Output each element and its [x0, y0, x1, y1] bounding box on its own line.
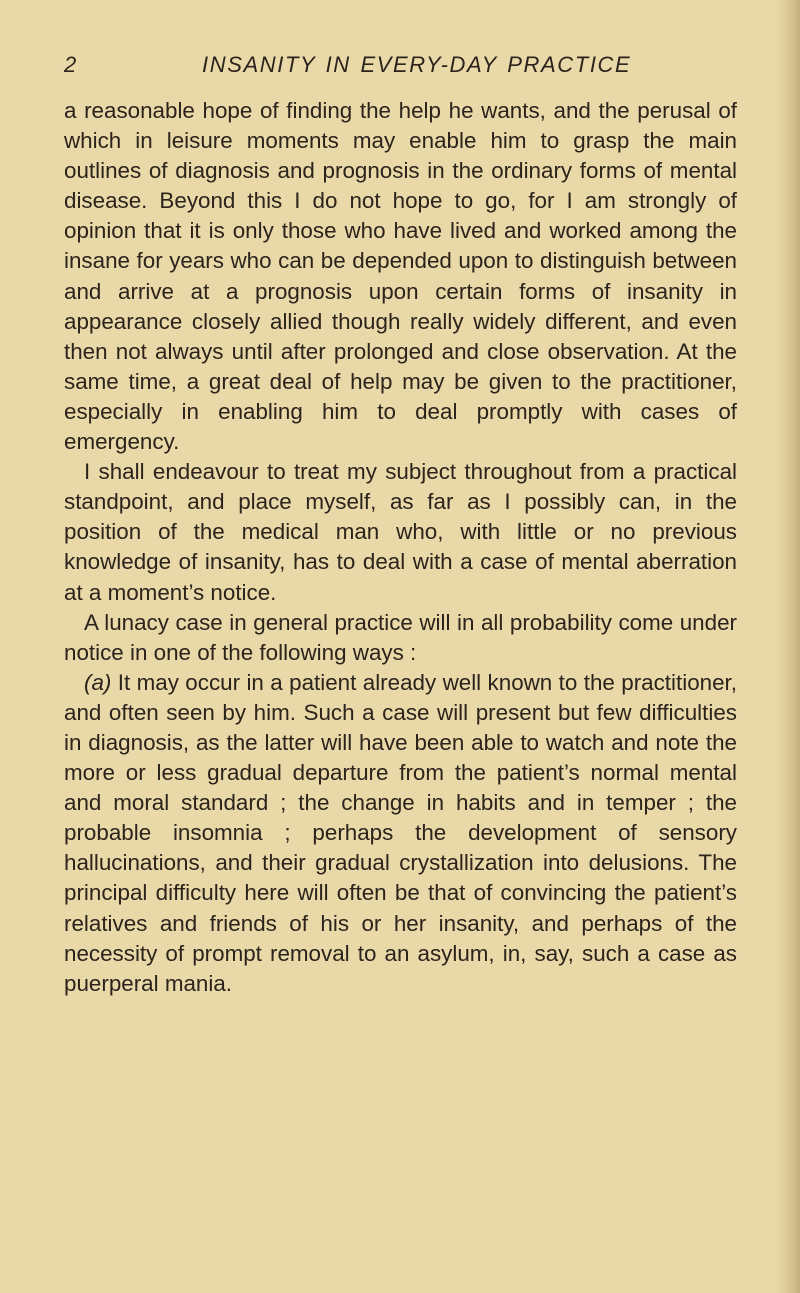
paragraph-item-a [64, 668, 737, 999]
paragraph-3: A lunacy case in general practice will in all probability come under notice in one of the following ways : [64, 609, 737, 665]
paragraph-1: a reasonable hope of finding the help he wants, and the perusal of which in leisure moments may enable him to grasp the main outlines of diagnosis and prognosis in the ordinary forms of mental disease. Beyond this I do not hope to go, for I am strongly of opinion that it is only those who have lived and worked among the insane for years who can be depended upon to distinguish between and arrive at a prognosis upon certain forms of insanity in appearance closely allied though really widely different, and even then not always until after prolonged and close observation. At the same time, a great deal of help may be given to the practitioner, especially in enabling him to deal promptly with cases of emergency. [64, 98, 737, 455]
item-a-text: It may occur in a patient already well known to the practitioner, and often seen by him. Such a case will present but few difficulties in diagnosis, as the latter will have been able to watch and note the more or less gradual departure from the patient’s normal mental and moral standard ; the change in habits and in temper ; the probable insomnia ; perhaps the development of sensory hallucinations, and their gradual crystallization into delusions. The principal difficulty here will often be that of convincing the patient’s relatives and friends of his or her insanity, and perhaps of the necessity of prompt removal to an asylum, in, say, such a case as puerperal mania. [64, 669, 737, 996]
item-a-label: (a) [84, 669, 112, 695]
body-text [64, 96, 737, 999]
page-number: 2 [64, 52, 78, 77]
page-header [64, 52, 744, 82]
running-title: INSANITY IN EVERY-DAY PRACTICE [202, 52, 632, 77]
paragraph-2: I shall endeavour to treat my subject throughout from a practical standpoint, and place myself, as far as I possibly can, in the position of the medical man who, with little or no previous knowledge of insanity, has to deal with a case of mental aberration at a moment’s notice. [64, 459, 737, 605]
